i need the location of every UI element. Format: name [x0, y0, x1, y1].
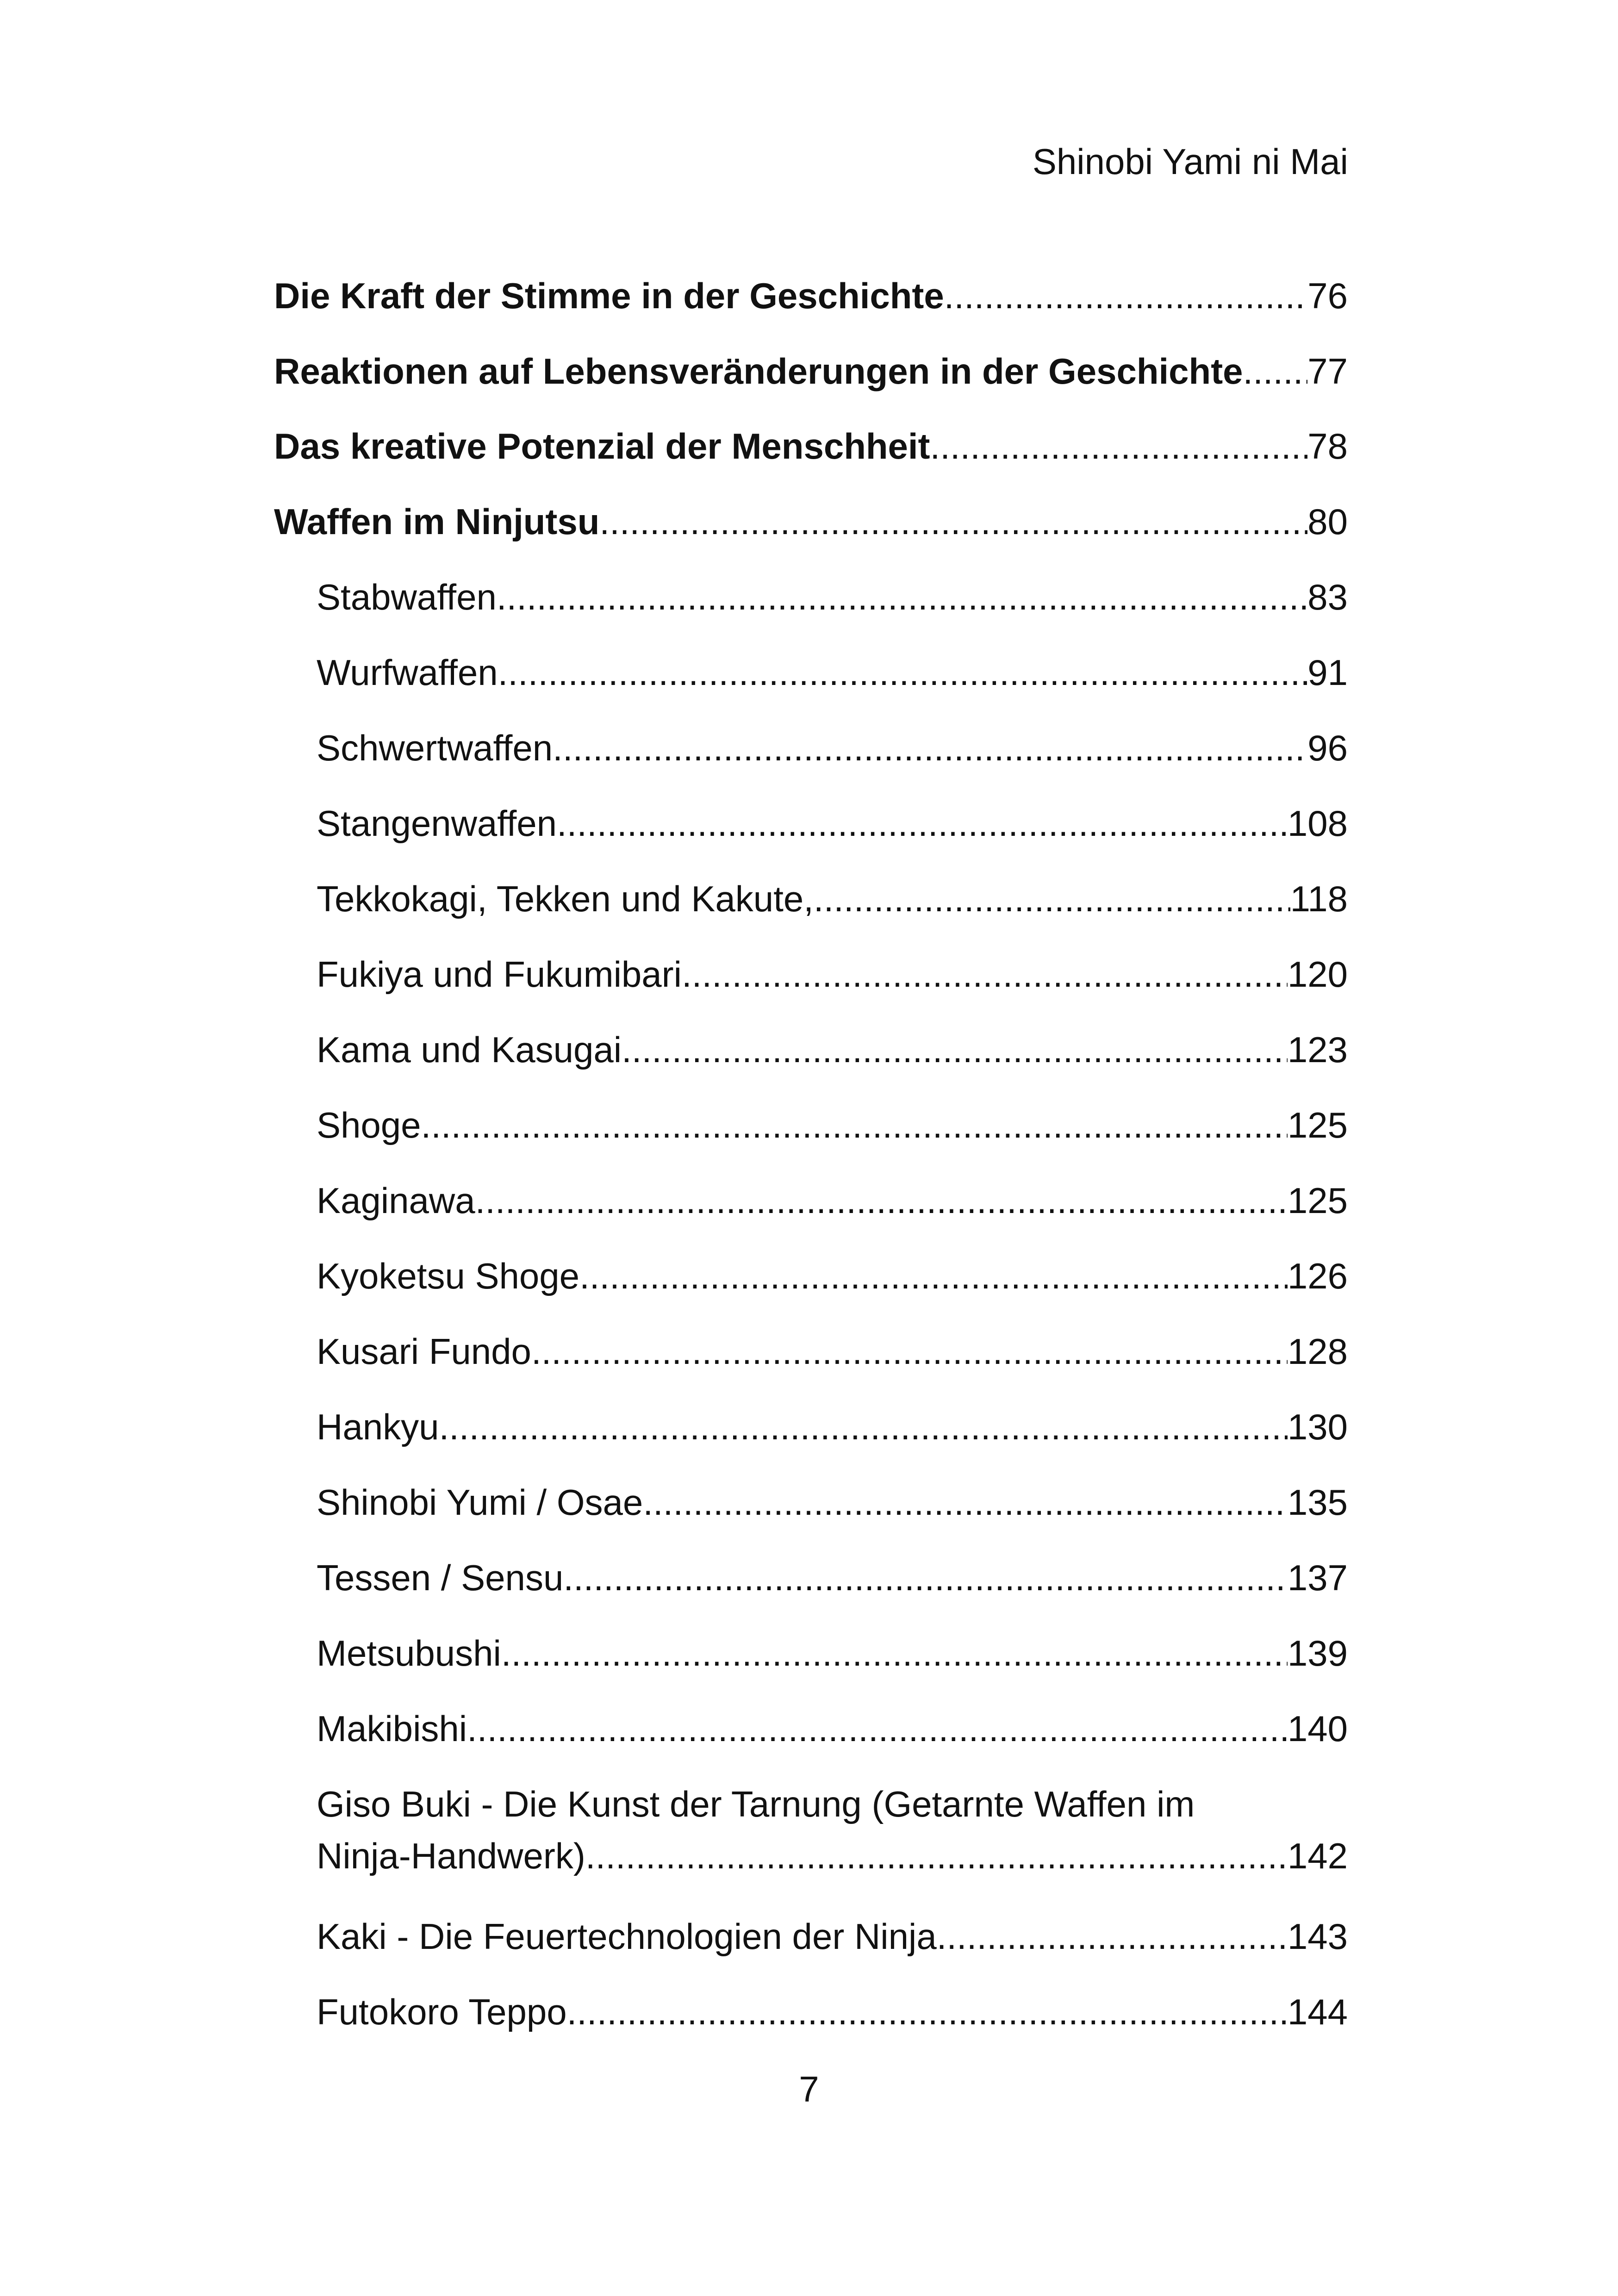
- dot-leader: [622, 1032, 1288, 1068]
- toc-entry-page: 80: [1307, 501, 1348, 542]
- dot-leader: [567, 1994, 1288, 2030]
- dot-leader: [563, 1560, 1288, 1596]
- dot-leader: [814, 881, 1290, 917]
- toc-entry-tekkokagi[interactable]: [317, 878, 1348, 919]
- toc-entry-futokoro-teppo[interactable]: [317, 1991, 1348, 2032]
- toc-entry-page: 91: [1307, 652, 1348, 693]
- dot-leader: [557, 805, 1288, 841]
- toc-entry-kaginawa[interactable]: [317, 1182, 1348, 1219]
- toc-entry-title: Stabwaffen: [317, 577, 497, 617]
- toc-entry-title: Kaki - Die Feuertechnologien der Ninja: [317, 1916, 937, 1957]
- toc-entry-page: 120: [1287, 954, 1348, 995]
- dot-leader: [1243, 353, 1308, 389]
- toc-entry-schwertwaffen[interactable]: [317, 730, 1348, 766]
- toc-entry-fukiya[interactable]: [317, 954, 1348, 995]
- toc-entry-wurfwaffen[interactable]: [317, 654, 1348, 691]
- toc-entry-page: 143: [1287, 1916, 1348, 1957]
- dot-leader: [531, 1333, 1288, 1369]
- dot-leader: [467, 1711, 1288, 1747]
- toc-entry-page: 140: [1287, 1708, 1348, 1749]
- toc-entry-page: 139: [1287, 1633, 1348, 1674]
- toc-entry-title: Waffen im Ninjutsu: [274, 501, 600, 542]
- dot-leader: [497, 579, 1307, 615]
- page-number: 7: [799, 2069, 819, 2109]
- toc-entry-kyoketsu-shoge[interactable]: [317, 1258, 1348, 1294]
- toc-entry-waffen-im-ninjutsu[interactable]: [274, 501, 1348, 542]
- dot-leader: [937, 1918, 1288, 1954]
- toc-entry-tessen[interactable]: [317, 1557, 1348, 1598]
- toc-entry-title: Kaginawa: [317, 1180, 475, 1221]
- toc-entry-stangenwaffen[interactable]: [317, 803, 1348, 844]
- dot-leader: [501, 1635, 1288, 1671]
- toc-entry-metsubushi[interactable]: [317, 1633, 1348, 1674]
- toc-entry-title: Tekkokagi, Tekken und Kakute,: [317, 878, 814, 919]
- toc-entry-page: 125: [1287, 1180, 1348, 1221]
- toc-entry-page: 135: [1287, 1482, 1348, 1523]
- toc-entry-title: Reaktionen auf Lebensveränderungen in der Geschichte: [274, 351, 1243, 392]
- toc-entry-title: Futokoro Teppo: [317, 1991, 567, 2032]
- dot-leader: [682, 956, 1288, 992]
- toc-entry-page: 144: [1287, 1991, 1348, 2032]
- toc-entry-title: Kyoketsu Shoge: [317, 1256, 580, 1296]
- toc-entry-hankyu[interactable]: [317, 1406, 1348, 1447]
- toc-entry-title: Wurfwaffen: [317, 652, 498, 693]
- toc-entry-page: 123: [1287, 1029, 1348, 1070]
- dot-leader: [643, 1484, 1288, 1520]
- dot-leader: [553, 730, 1307, 766]
- toc-entry-page: 125: [1287, 1105, 1348, 1145]
- toc-entry-title: Metsubushi: [317, 1633, 501, 1674]
- toc-entry-title: Hankyu: [317, 1406, 439, 1447]
- toc-entry-shoge[interactable]: [317, 1107, 1348, 1143]
- toc-entry-title: Stangenwaffen: [317, 803, 557, 844]
- toc-entry-title: Das kreative Potenzial der Menschheit: [274, 426, 930, 467]
- toc-entry-page: 78: [1307, 426, 1348, 467]
- toc-entry-title: Die Kraft der Stimme in der Geschichte: [274, 275, 944, 316]
- toc-entry-title-line1: Giso Buki - Die Kunst der Tarnung (Getarnte Waffen im: [317, 1784, 1195, 1824]
- toc-entry-page: 142: [1287, 1836, 1348, 1876]
- toc-entry-title: Makibishi: [317, 1708, 467, 1749]
- toc-entry-kusari-fundo[interactable]: [317, 1331, 1348, 1372]
- dot-leader: [585, 1838, 1288, 1874]
- dot-leader: [475, 1182, 1288, 1219]
- toc-entry-reaktionen[interactable]: [274, 351, 1348, 392]
- dot-leader: [944, 278, 1307, 314]
- dot-leader: [579, 1258, 1288, 1294]
- toc-entry-kreative-potenzial[interactable]: [274, 426, 1348, 467]
- toc-entry-giso-buki[interactable]: [317, 1786, 1348, 1874]
- toc-entry-page: 130: [1287, 1406, 1348, 1447]
- toc-entry-title: Ninja-Handwerk): [317, 1836, 585, 1876]
- toc-entry-page: 77: [1307, 351, 1348, 392]
- toc-entry-title: Kama und Kasugai: [317, 1029, 622, 1070]
- toc-entry-page: 128: [1287, 1331, 1348, 1372]
- toc-entry-kama[interactable]: [317, 1029, 1348, 1070]
- toc-entry-title: Schwertwaffen: [317, 728, 553, 768]
- toc-entry-page: 137: [1287, 1557, 1348, 1598]
- toc-entry-page: 118: [1290, 878, 1348, 919]
- toc-entry-page: 96: [1307, 728, 1348, 768]
- dot-leader: [439, 1409, 1287, 1445]
- toc-entry-page: 108: [1287, 803, 1348, 844]
- dot-leader: [930, 428, 1308, 464]
- dot-leader: [599, 504, 1307, 540]
- toc-entry-shinobi-yumi[interactable]: [317, 1482, 1348, 1523]
- toc-entry-page: 126: [1287, 1256, 1348, 1296]
- toc-entry-page: 83: [1307, 577, 1348, 617]
- running-header: Shinobi Yami ni Mai: [1032, 141, 1348, 182]
- toc-entry-title: Fukiya und Fukumibari: [317, 954, 682, 995]
- toc-entry-title: Kusari Fundo: [317, 1331, 531, 1372]
- toc-entry-kaki[interactable]: [317, 1916, 1348, 1957]
- toc-entry-page: 76: [1307, 275, 1348, 316]
- toc-entry-stabwaffen[interactable]: [317, 579, 1348, 615]
- toc-entry-title: Shoge: [317, 1105, 421, 1145]
- toc-entry-kraft-der-stimme[interactable]: [274, 275, 1348, 316]
- toc-entry-makibishi[interactable]: [317, 1708, 1348, 1749]
- dot-leader: [498, 654, 1308, 691]
- dot-leader: [421, 1107, 1288, 1143]
- toc-entry-title: Tessen / Sensu: [317, 1557, 564, 1598]
- toc-entry-title: Shinobi Yumi / Osae: [317, 1482, 643, 1523]
